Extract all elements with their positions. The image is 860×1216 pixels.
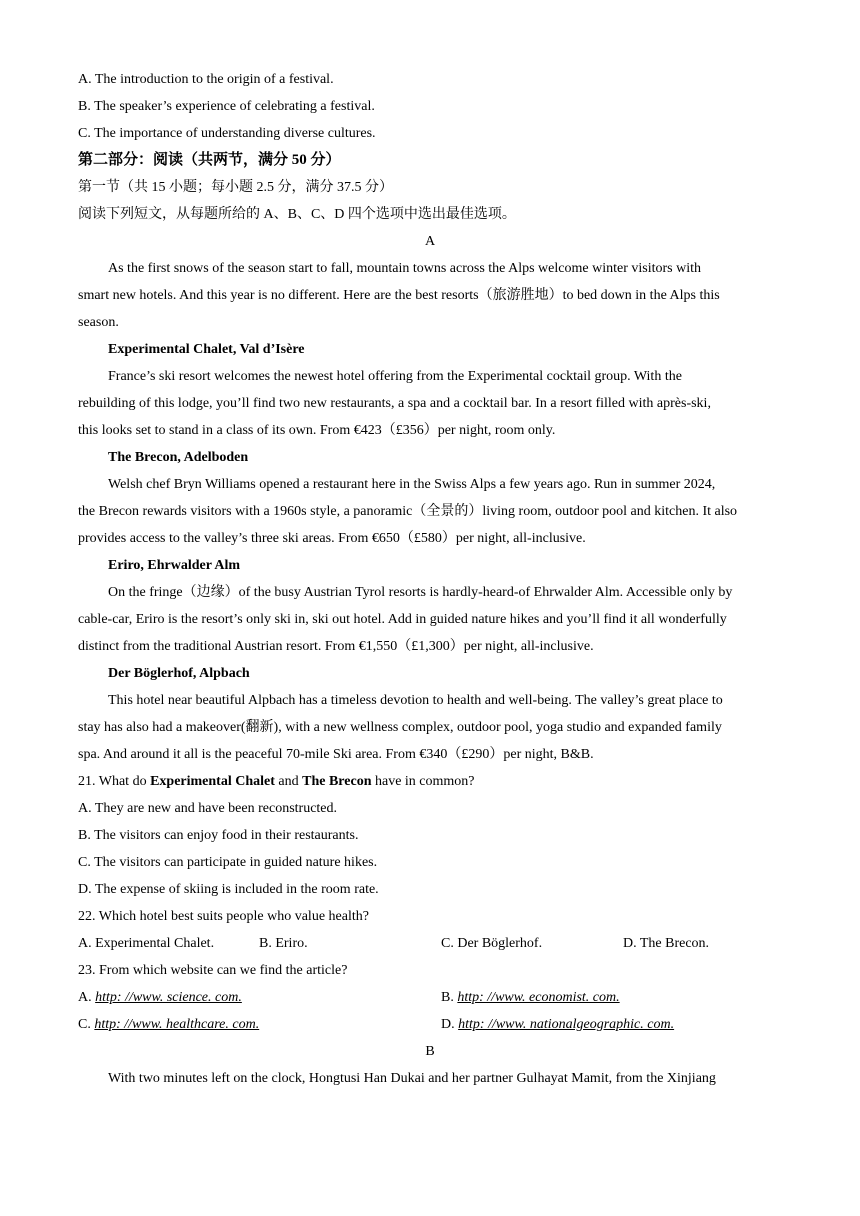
prev-option-b: B. The speaker’s experience of celebrating a festival. [78,99,375,114]
hotel-name: The Brecon, Adelboden [108,450,249,465]
q23-option-c [78,1016,259,1034]
question-21-stem [78,773,783,791]
hotel-text-line: Welsh chef Bryn Williams opened a restaurant here in the Swiss Alps a few years ago. Run in summer 2024, [108,477,716,492]
q21-stem-post: have in common? [371,774,475,789]
q22-option-d: D. The Brecon. [623,936,710,951]
hotel-name: Experimental Chalet, Val d’Isère [108,342,305,357]
hotel-name: Eriro, Ehrwalder Alm [108,558,241,573]
q23-option-url: http: //www. economist. com. [457,990,620,1005]
hotel-text-line: spa. And around it all is the peaceful 70-mile Ski area. From €340（£290）per night, B&B. [78,747,594,762]
part-heading: 第二部分：阅读（共两节，满分 50 分） [78,152,341,168]
hotel-text-line: This hotel near beautiful Alpbach has a timeless devotion to health and well-being. The valley’s great place to [108,693,723,708]
question-23-stem: 23. From which website can we find the article? [78,963,348,978]
q21-option-b: B. The visitors can enjoy food in their restaurants. [78,828,359,843]
hotel-text-line: rebuilding of this lodge, you’ll find two new restaurants, a spa and a cocktail bar. In a resort filled with après-ski, [78,396,711,411]
passage-b-label: B [425,1044,435,1059]
hotel-text-line: distinct from the traditional Austrian resort. From €1,550（£1,300）per night, all-inclusive. [78,639,594,654]
q23-option-letter: A. [78,990,96,1005]
hotel-name: Der Böglerhof, Alpbach [108,666,250,681]
hotel-text-line: provides access to the valley’s three ski areas. From €650（£580）per night, all-inclusive. [78,531,586,546]
hotel-text-line: cable-car, Eriro is the resort’s only ski in, ski out hotel. Add in guided nature hikes and you’ll find it all wonderfully [78,612,727,627]
q23-option-url: http: //www. nationalgeographic. com. [458,1017,675,1032]
passage-b-first-line: With two minutes left on the clock, Hongtusi Han Dukai and her partner Gulhayat Mamit, from the Xinjiang [108,1071,716,1086]
prev-option-c: C. The importance of understanding diverse cultures. [78,126,376,141]
passage-a-intro-line: As the first snows of the season start to fall, mountain towns across the Alps welcome winter visitors with [108,261,701,276]
q22-option-b: B. Eriro. [259,936,308,951]
q23-option-a [78,989,242,1007]
hotel-text-line: France’s ski resort welcomes the newest hotel offering from the Experimental cocktail group. With the [108,369,682,384]
passage-a-label: A [424,234,436,249]
hotel-text-line: On the fringe（边缘）of the busy Austrian Tyrol resorts is hardly-heard-of Ehrwalder Alm. Accessible only by [108,585,733,600]
q21-option-c: C. The visitors can participate in guided nature hikes. [78,855,378,870]
q23-option-d [441,1016,674,1034]
q21-stem-mid: and [274,774,303,789]
hotel-text-line: stay has also had a makeover(翻新), with a new wellness complex, outdoor pool, yoga studio and expanded family [78,720,722,735]
section-info: 第一节（共 15 小题；每小题 2.5 分，满分 37.5 分） [78,180,393,195]
hotel-text-line: this looks set to stand in a class of its own. From €423（£356）per night, room only. [78,423,556,438]
q21-option-d: D. The expense of skiing is included in the room rate. [78,882,379,897]
q23-option-url: http: //www. healthcare. com. [94,1017,260,1032]
q23-option-b [441,989,620,1007]
q22-option-c: C. Der Böglerhof. [441,936,543,951]
q22-option-a: A. Experimental Chalet. [78,936,215,951]
q23-option-letter: D. [441,1017,459,1032]
q23-option-letter: C. [78,1017,95,1032]
q21-stem-pre: 21. What do [78,774,151,789]
passage-a-intro-line: smart new hotels. And this year is no different. Here are the best resorts（旅游胜地）to bed down in the Alps this [78,288,720,303]
q21-stem-hotel-2: The Brecon [302,774,372,789]
q23-option-letter: B. [441,990,458,1005]
question-22-stem: 22. Which hotel best suits people who value health? [78,909,369,924]
passage-a-intro-line: season. [78,315,119,330]
q23-option-url: http: //www. science. com. [95,990,242,1005]
prev-option-a: A. The introduction to the origin of a festival. [78,72,334,87]
q21-stem-hotel-1: Experimental Chalet [150,774,275,789]
hotel-text-line: the Brecon rewards visitors with a 1960s style, a panoramic（全景的）living room, outdoor pool and kitchen. It also [78,504,738,519]
instruction: 阅读下列短文，从每题所给的 A、B、C、D 四个选项中选出最佳选项。 [78,207,516,222]
q21-option-a: A. They are new and have been reconstructed. [78,801,338,816]
